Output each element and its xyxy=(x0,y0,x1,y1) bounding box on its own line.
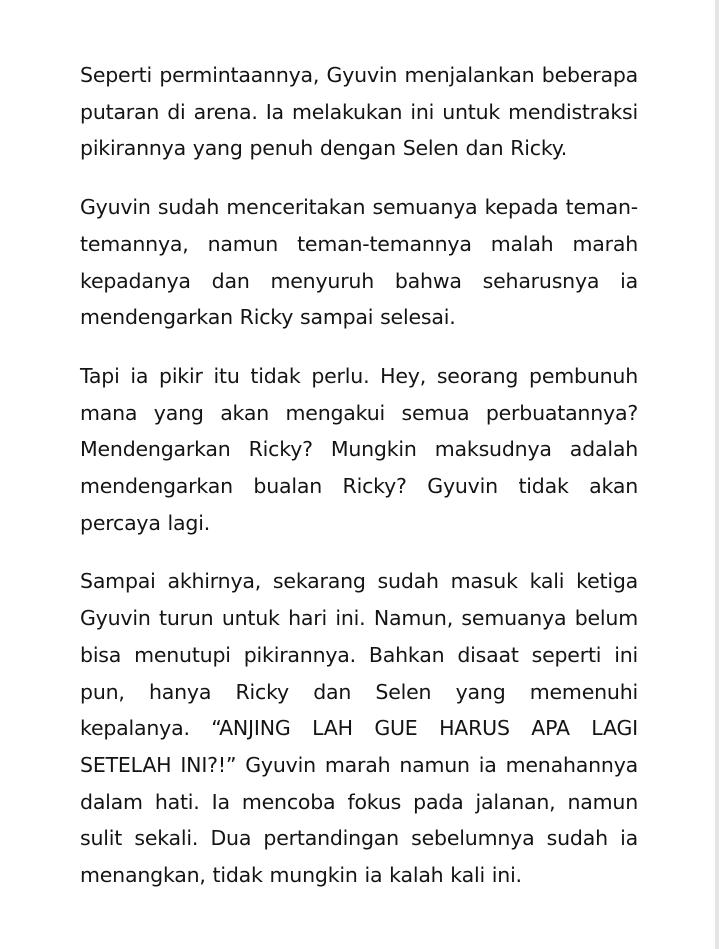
paragraph-2: Gyuvin sudah menceritakan semuanya kepada teman-temannya, namun teman-temannya malah marah kepadanya dan menyuruh bahwa seharusnya ia mendengarkan Ricky sampai selesai. xyxy=(80,195,638,330)
paragraph-1: Seperti permintaannya, Gyuvin menjalankan beberapa putaran di arena. Ia melakukan ini untuk mendistraksi pikirannya yang penuh dengan Selen dan Ricky. xyxy=(80,63,638,161)
paragraph-3: Tapi ia pikir itu tidak perlu. Hey, seorang pembunuh mana yang akan mengakui semua perbuatannya? Mendengarkan Ricky? Mungkin maksudnya adalah mendengarkan bualan Ricky? Gyuvin tidak akan percaya lagi. xyxy=(80,363,638,535)
page-edge xyxy=(715,0,719,949)
story-text xyxy=(80,57,638,894)
paragraph-4: Sampai akhirnya, sekarang sudah masuk kali ketiga Gyuvin turun untuk hari ini. Namun, semuanya belum bisa menutupi pikirannya. Bahkan disaat seperti ini pun, hanya Ricky dan Selen yang memenuhi kepalanya. “ANJING LAH GUE HARUS APA LAGI SETELAH INI?!” Gyuvin marah namun ia menahannya dalam hati. Ia mencoba fokus pada jalanan, namun sulit sekali. Dua pertandingan sebelumnya sudah ia menangkan, tidak mungkin ia kalah kali ini. xyxy=(80,569,638,888)
